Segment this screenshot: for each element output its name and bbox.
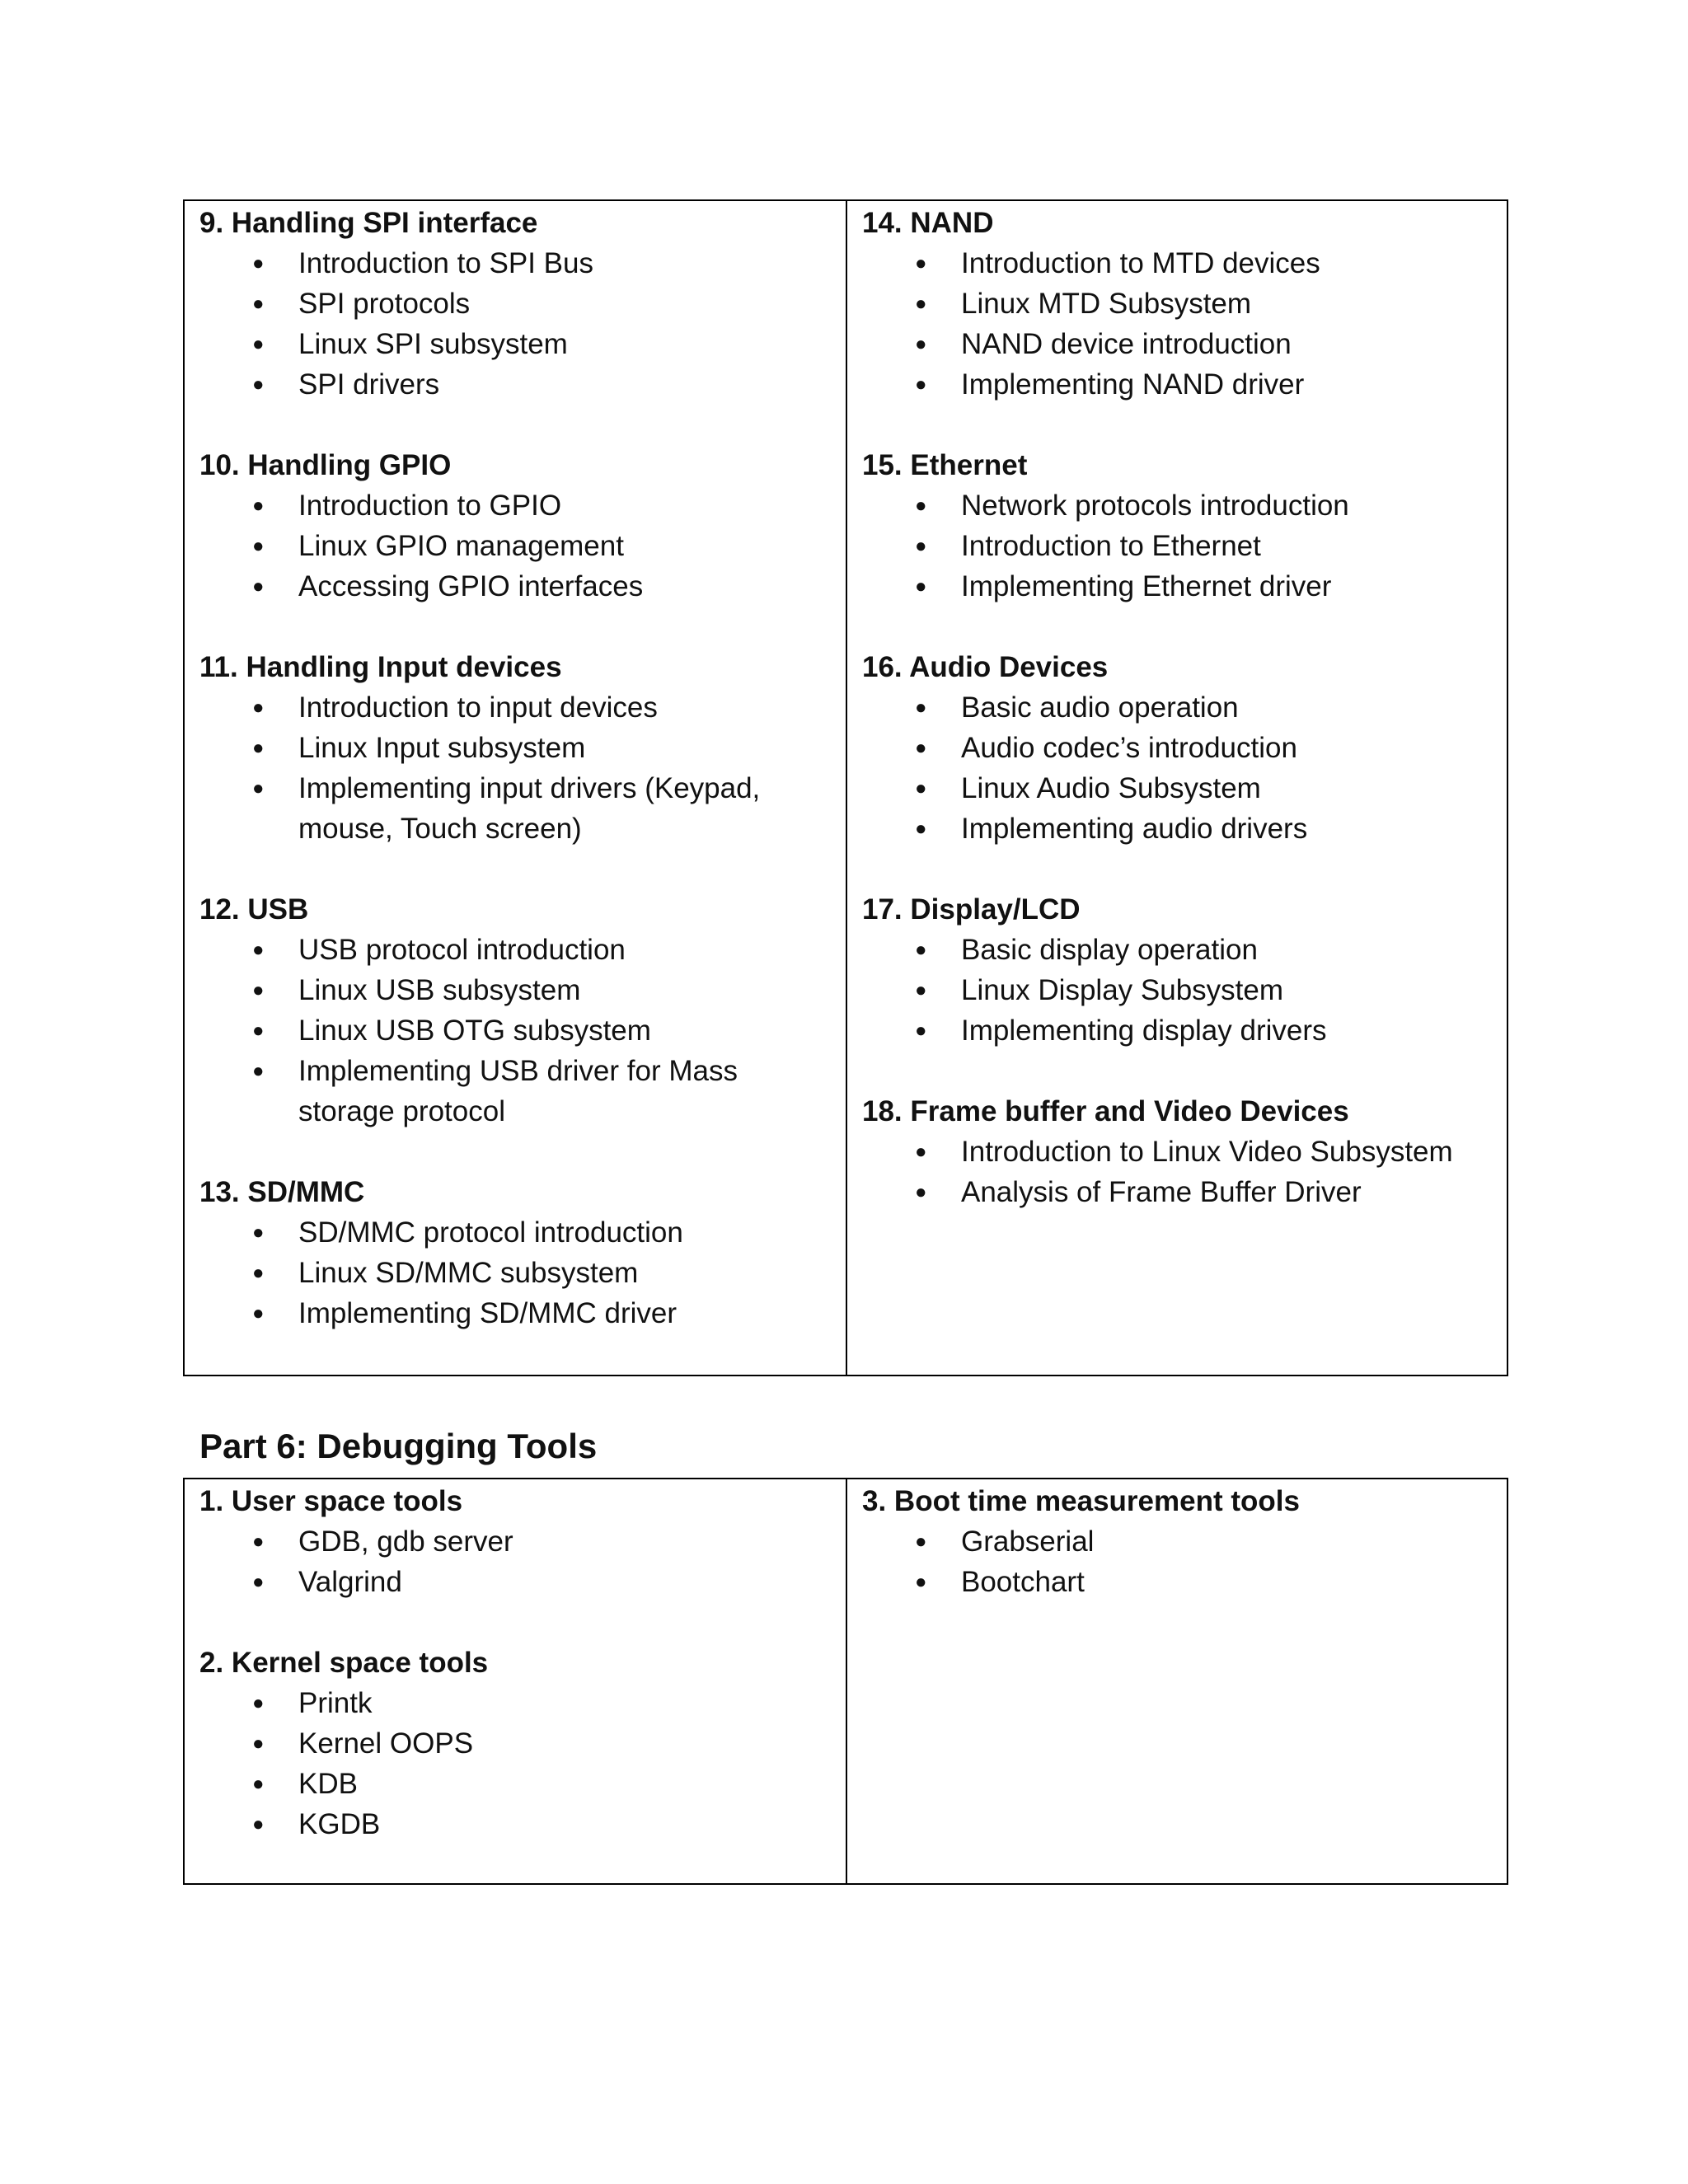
list-item [199, 1804, 832, 1844]
list-item-text: Implementing SD/MMC driver [298, 1297, 677, 1329]
list-item-text: Introduction to input devices [298, 691, 658, 724]
list-item-text: Implementing USB driver for Mass storage protocol [298, 1055, 738, 1127]
bullet-icon: ● [252, 535, 265, 557]
list-item [862, 364, 1493, 405]
list-item-text: SPI protocols [298, 288, 471, 320]
list-item [199, 1212, 832, 1253]
list-item [199, 970, 832, 1010]
list-item [862, 1172, 1493, 1212]
list-item [862, 1132, 1493, 1172]
course-table-top [183, 199, 1508, 1376]
list-item-text: Implementing audio drivers [961, 813, 1308, 845]
bullet-icon: ● [252, 1571, 265, 1593]
list-item-text: Implementing display drivers [961, 1015, 1327, 1047]
topic-list [862, 930, 1493, 1051]
list-item [199, 243, 832, 284]
list-item [862, 526, 1493, 566]
list-item-text: USB protocol introduction [298, 934, 626, 966]
list-item-text: Bootchart [961, 1566, 1085, 1598]
course-column-left [185, 201, 846, 1375]
bullet-icon: ● [915, 1571, 927, 1593]
list-item [862, 768, 1493, 808]
section-heading: 16. Audio Devices [862, 651, 1109, 683]
part-6-title: Part 6: Debugging Tools [199, 1427, 598, 1465]
bullet-icon: ● [915, 333, 927, 355]
topic-section [199, 1643, 832, 1844]
topic-list [199, 1683, 832, 1844]
topic-section [862, 889, 1493, 1051]
list-item [199, 1683, 832, 1723]
section-heading: 14. NAND [862, 207, 994, 239]
bullet-icon: ● [252, 293, 265, 315]
topic-section [199, 203, 832, 405]
bullet-icon: ● [915, 293, 927, 315]
bullet-icon: ● [252, 1221, 265, 1244]
topic-section [862, 445, 1493, 607]
list-item [199, 324, 832, 364]
list-item-text: Linux USB subsystem [298, 974, 581, 1006]
list-item-text: GDB, gdb server [298, 1526, 513, 1558]
bullet-icon: ● [915, 252, 927, 274]
bullet-icon: ● [252, 575, 265, 598]
bullet-icon: ● [252, 696, 265, 719]
bullet-icon: ● [915, 1141, 927, 1163]
list-item [199, 1253, 832, 1293]
bullet-icon: ● [915, 494, 927, 517]
list-item [199, 768, 832, 849]
debugging-column-left [185, 1479, 846, 1883]
list-item [199, 1521, 832, 1562]
bullet-icon: ● [915, 575, 927, 598]
list-item-text: Introduction to Ethernet [961, 530, 1261, 562]
topic-list [199, 1521, 832, 1602]
list-item [199, 526, 832, 566]
list-item-text: Implementing NAND driver [961, 368, 1305, 401]
section-heading: 15. Ethernet [862, 449, 1028, 481]
topic-list [199, 1212, 832, 1333]
section-heading: 9. Handling SPI interface [199, 207, 538, 239]
list-item-text: Audio codec’s introduction [961, 732, 1297, 764]
section-heading: 11. Handling Input devices [199, 651, 562, 683]
list-item [862, 1010, 1493, 1051]
bullet-icon: ● [252, 1019, 265, 1042]
bullet-icon: ● [915, 1019, 927, 1042]
section-heading: 2. Kernel space tools [199, 1647, 489, 1679]
list-item [862, 324, 1493, 364]
list-item-text: Introduction to MTD devices [961, 247, 1320, 279]
bullet-icon: ● [252, 1813, 265, 1835]
topic-section [199, 1172, 832, 1333]
list-item [199, 566, 832, 607]
list-item-text: Introduction to SPI Bus [298, 247, 593, 279]
bullet-icon: ● [915, 1181, 927, 1203]
section-heading: 18. Frame buffer and Video Devices [862, 1095, 1349, 1127]
list-item-text: SPI drivers [298, 368, 440, 401]
list-item-text: Valgrind [298, 1566, 402, 1598]
bullet-icon: ● [252, 333, 265, 355]
list-item-text: Linux USB OTG subsystem [298, 1015, 651, 1047]
list-item-text: KDB [298, 1768, 358, 1800]
topic-list [199, 243, 832, 405]
section-heading: 12. USB [199, 893, 309, 926]
course-column-right [846, 201, 1507, 1375]
list-item-text: Introduction to GPIO [298, 490, 562, 522]
list-item [199, 1010, 832, 1051]
topic-list [862, 243, 1493, 405]
bullet-icon: ● [252, 1530, 265, 1553]
list-item-text: Linux Audio Subsystem [961, 772, 1261, 804]
bullet-icon: ● [915, 737, 927, 759]
topic-list [862, 1132, 1493, 1212]
topic-list [199, 485, 832, 607]
list-item [862, 485, 1493, 526]
list-item-text: Linux Input subsystem [298, 732, 586, 764]
list-item-text: Implementing Ethernet driver [961, 570, 1332, 602]
list-item [862, 284, 1493, 324]
topic-section [862, 203, 1493, 405]
topic-list [199, 930, 832, 1132]
bullet-icon: ● [915, 373, 927, 396]
list-item [862, 970, 1493, 1010]
list-item-text: NAND device introduction [961, 328, 1292, 360]
list-item [199, 1293, 832, 1333]
bullet-icon: ● [252, 1060, 265, 1082]
list-item [199, 1562, 832, 1602]
section-heading: 13. SD/MMC [199, 1176, 365, 1208]
list-item [199, 485, 832, 526]
list-item-text: Linux MTD Subsystem [961, 288, 1252, 320]
debugging-column-right [846, 1479, 1507, 1883]
debugging-tools-table [183, 1478, 1508, 1885]
topic-section [862, 1091, 1493, 1212]
bullet-icon: ● [915, 979, 927, 1001]
list-item [199, 1764, 832, 1804]
list-item-text: KGDB [298, 1808, 381, 1840]
topic-list [862, 1521, 1493, 1602]
list-item [862, 687, 1493, 728]
bullet-icon: ● [915, 939, 927, 961]
bullet-icon: ● [252, 1262, 265, 1284]
bullet-icon: ● [915, 535, 927, 557]
list-item [862, 566, 1493, 607]
topic-section [862, 647, 1493, 849]
list-item-text: Linux Display Subsystem [961, 974, 1283, 1006]
bullet-icon: ● [915, 1530, 927, 1553]
list-item [862, 243, 1493, 284]
section-heading: 10. Handling GPIO [199, 449, 452, 481]
bullet-icon: ● [252, 737, 265, 759]
list-item [862, 1562, 1493, 1602]
list-item-text: Basic audio operation [961, 691, 1239, 724]
list-item-text: Kernel OOPS [298, 1727, 474, 1760]
bullet-icon: ● [252, 939, 265, 961]
list-item-text: Implementing input drivers (Keypad, mouse, Touch screen) [298, 772, 761, 845]
list-item-text: Accessing GPIO interfaces [298, 570, 644, 602]
list-item [862, 728, 1493, 768]
list-item [862, 1521, 1493, 1562]
list-item-text: Analysis of Frame Buffer Driver [961, 1176, 1362, 1208]
list-item-text: Network protocols introduction [961, 490, 1349, 522]
bullet-icon: ● [252, 252, 265, 274]
list-item [199, 1723, 832, 1764]
list-item-text: SD/MMC protocol introduction [298, 1216, 683, 1249]
bullet-icon: ● [252, 1773, 265, 1795]
topic-section [199, 1481, 832, 1602]
bullet-icon: ● [252, 777, 265, 799]
topic-section [199, 889, 832, 1132]
topic-list [862, 485, 1493, 607]
list-item-text: Linux GPIO management [298, 530, 624, 562]
list-item [862, 808, 1493, 849]
section-heading: 17. Display/LCD [862, 893, 1081, 926]
list-item-text: Basic display operation [961, 934, 1258, 966]
bullet-icon: ● [252, 494, 265, 517]
topic-list [862, 687, 1493, 849]
bullet-icon: ● [915, 696, 927, 719]
list-item [199, 284, 832, 324]
list-item [199, 728, 832, 768]
topic-list [199, 687, 832, 849]
list-item [199, 1051, 832, 1132]
list-item [199, 364, 832, 405]
bullet-icon: ● [252, 1732, 265, 1755]
section-heading: 3. Boot time measurement tools [862, 1485, 1300, 1517]
list-item-text: Introduction to Linux Video Subsystem [961, 1136, 1453, 1168]
bullet-icon: ● [252, 1302, 265, 1324]
list-item-text: Grabserial [961, 1526, 1095, 1558]
bullet-icon: ● [252, 373, 265, 396]
bullet-icon: ● [915, 818, 927, 840]
list-item [199, 930, 832, 970]
topic-section [199, 445, 832, 607]
list-item-text: Linux SD/MMC subsystem [298, 1257, 639, 1289]
list-item-text: Printk [298, 1687, 373, 1719]
section-heading: 1. User space tools [199, 1485, 463, 1517]
bullet-icon: ● [915, 777, 927, 799]
list-item [199, 687, 832, 728]
bullet-icon: ● [252, 1692, 265, 1714]
list-item [862, 930, 1493, 970]
topic-section [862, 1481, 1493, 1602]
topic-section [199, 647, 832, 849]
bullet-icon: ● [252, 979, 265, 1001]
list-item-text: Linux SPI subsystem [298, 328, 568, 360]
